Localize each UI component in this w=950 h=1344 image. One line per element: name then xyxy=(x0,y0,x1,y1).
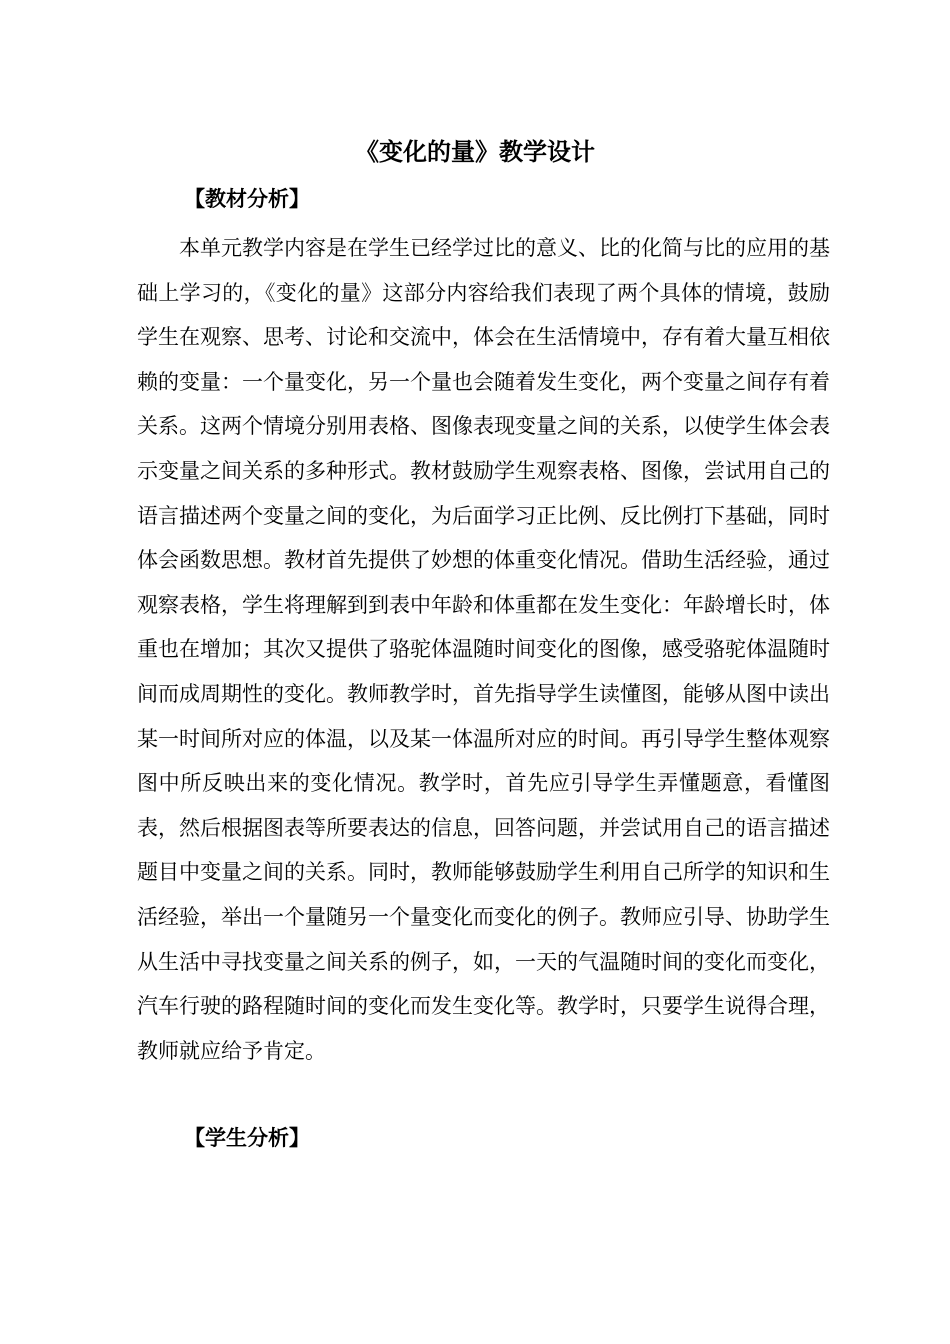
section-heading-student-analysis: 【学生分析】 xyxy=(184,1126,310,1150)
section-heading-textbook-analysis: 【教材分析】 xyxy=(184,187,310,211)
document-title: 《变化的量》教学设计 xyxy=(355,138,595,166)
textbook-analysis-paragraph: 本单元教学内容是在学生已经学过比的意义、比的化简与比的应用的基础上学习的，《变化的量》这部分内容给我们表现了两个具体的情境，鼓励学生在观察、思考、讨论和交流中，体会在生活情境中，存有着大量互相依赖的变量：一个量变化，另一个量也会随着发生变化，两个变量之间存有着关系。这两个情境分别用表格、图像表现变量之间的关系，以使学生体会表示变量之间关系的多种形式。教材鼓励学生观察表格、图像，尝试用自己的语言描述两个变量之间的变化，为后面学习正比例、反比例打下基础，同时体会函数思想。教材首先提供了妙想的体重变化情况。借助生活经验，通过观察表格，学生将理解到到表中年龄和体重都在发生变化：年龄增长时，体重也在增加；其次又提供了骆驼体温随时间变化的图像，感受骆驼体温随时间而成周期性的变化。教师教学时，首先指导学生读懂图，能够从图中读出某一时间所对应的体温，以及某一体温所对应的时间。再引导学生整体观察图中所反映出来的变化情况。教学时，首先应引导学生弄懂题意，看懂图表，然后根据图表等所要表达的信息，回答问题，并尝试用自己的语言描述题目中变量之间的关系。同时，教师能够鼓励学生利用自己所学的知识和生活经验，举出一个量随另一个量变化而变化的例子。教师应引导、协助学生从生活中寻找变量之间关系的例子，如，一天的气温随时间的变化而变化，汽车行驶的路程随时间的变化而发生变化等。教学时，只要学生说得合理，教师就应给予肯定。 xyxy=(137,236,830,1063)
